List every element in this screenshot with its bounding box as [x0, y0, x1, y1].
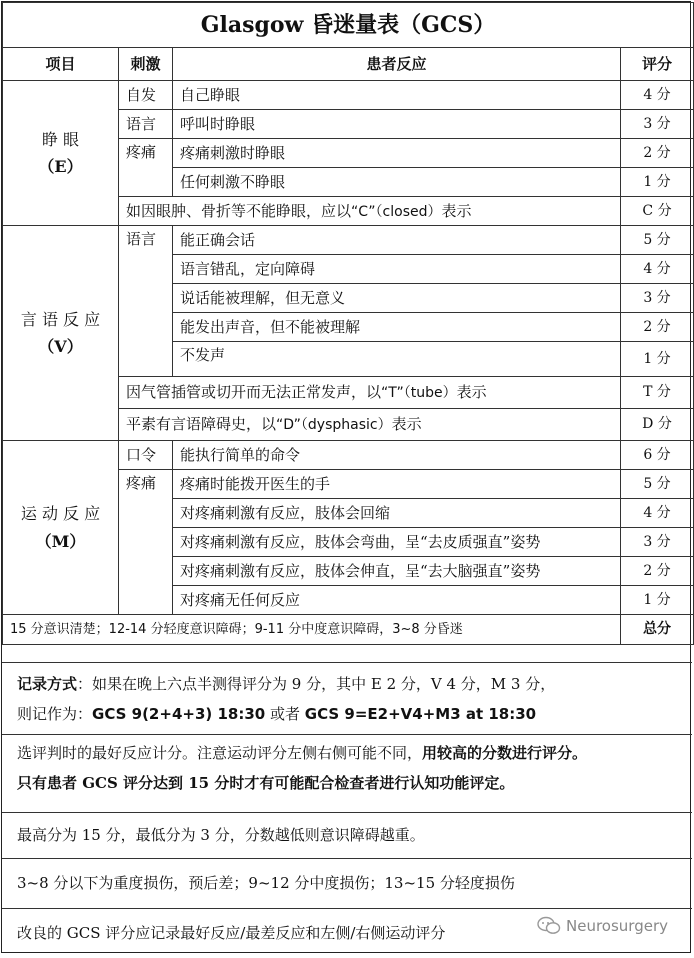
- summary-scale: 15 分意识清楚；12-14 分轻度意识障碍；9-11 分中度意识障碍，3~8 分昏迷: [3, 615, 621, 645]
- verbal-response-5: 不发声: [173, 342, 621, 377]
- header-response: 患者反应: [173, 48, 621, 81]
- motor-stimulus-1: 口令: [119, 441, 173, 470]
- eye-stimulus-3: 疼痛: [119, 139, 173, 197]
- wechat-icon: [537, 916, 561, 936]
- verbal-response-1: 能正确会话: [173, 226, 621, 255]
- record-method: [2, 662, 692, 734]
- motor-score-3: 4 分: [621, 499, 694, 528]
- motor-response-4: 对疼痛刺激有反应，肢体会弯曲，呈“去皮质强直”姿势: [173, 528, 621, 557]
- verbal-note-dysphasic: 平素有言语障碍史，以“D”（dysphasic）表示: [119, 409, 621, 441]
- motor-score-2: 5 分: [621, 470, 694, 499]
- verbal-score-1: 5 分: [621, 226, 694, 255]
- eye-note: 如因眼肿、骨折等不能睁眼，应以“C”（closed）表示: [119, 197, 621, 226]
- verbal-note-tube: 因气管插管或切开而无法正常发声，以“T”（tube）表示: [119, 377, 621, 409]
- motor-score-1: 6 分: [621, 441, 694, 470]
- verbal-response-4: 能发出声音，但不能被理解: [173, 313, 621, 342]
- eye-category: [3, 81, 119, 226]
- record-line-1: 记录方式：如果在晚上六点半测得评分为 9 分，其中 E 2 分，V 4 分，M 3 分，: [17, 675, 556, 693]
- watermark: [537, 916, 668, 936]
- verbal-score-3: 3 分: [621, 284, 694, 313]
- watermark-text: Neurosurgery: [566, 917, 668, 935]
- eye-label: 睁 眼: [41, 129, 80, 149]
- severity-note: 3~8 分以下为重度损伤，预后差；9~12 分中度损伤；13~15 分轻度损伤: [2, 858, 692, 908]
- header-item: 项目: [3, 48, 119, 81]
- best-line-2: 只有患者 GCS 评分达到 15 分时才有可能配合检查者进行认知功能评定。: [17, 774, 515, 792]
- motor-score-6: 1 分: [621, 586, 694, 615]
- eye-score-1: 4 分: [621, 81, 694, 110]
- verbal-note-dysphasic-score: D 分: [621, 409, 694, 441]
- motor-response-6: 对疼痛无任何反应: [173, 586, 621, 615]
- verbal-stimulus: 语言: [119, 226, 173, 377]
- eye-response-4: 任何刺激不睁眼: [173, 168, 621, 197]
- total-score-label: 总分: [621, 615, 694, 645]
- verbal-category: [3, 226, 119, 441]
- verbal-response-3: 说话能被理解，但无意义: [173, 284, 621, 313]
- eye-score-4: 1 分: [621, 168, 694, 197]
- record-line-2: 则记作为：GCS 9(2+4+3) 18:30 或者 GCS 9=E2+V4+M3 at 18:30: [17, 705, 537, 723]
- verbal-score-2: 4 分: [621, 255, 694, 284]
- best-response-note: [2, 734, 692, 812]
- verbal-response-2: 语言错乱，定向障碍: [173, 255, 621, 284]
- eye-response-1: 自己睁眼: [173, 81, 621, 110]
- motor-response-5: 对疼痛刺激有反应，肢体会伸直，呈“去大脑强直”姿势: [173, 557, 621, 586]
- record-label: 记录方式: [17, 675, 78, 693]
- improved-gcs-note: 改良的 GCS 评分应记录最好反应/最差反应和左侧/右侧运动评分: [2, 908, 692, 958]
- notes-section: [2, 662, 692, 958]
- eye-stimulus-2: 语言: [119, 110, 173, 139]
- range-note: 最高分为 15 分，最低分为 3 分，分数越低则意识障碍越重。: [2, 812, 692, 858]
- eye-code: （E）: [38, 157, 83, 176]
- verbal-label: 言 语 反 应: [20, 309, 101, 329]
- eye-score-2: 3 分: [621, 110, 694, 139]
- motor-response-2: 疼痛时能拨开医生的手: [173, 470, 621, 499]
- eye-response-2: 呼叫时睁眼: [173, 110, 621, 139]
- motor-label: 运 动 反 应: [20, 504, 101, 524]
- verbal-score-5: 1 分: [621, 342, 694, 377]
- motor-category: [3, 441, 119, 615]
- motor-score-4: 3 分: [621, 528, 694, 557]
- eye-note-score: C 分: [621, 197, 694, 226]
- motor-code: （M）: [35, 531, 86, 551]
- verbal-note-tube-score: T 分: [621, 377, 694, 409]
- motor-stimulus-2: 疼痛: [119, 470, 173, 615]
- header-stimulus: 刺激: [119, 48, 173, 81]
- verbal-code: （V）: [38, 337, 83, 356]
- gcs-sheet: [1, 1, 691, 953]
- eye-stimulus-1: 自发: [119, 81, 173, 110]
- motor-response-3: 对疼痛刺激有反应，肢体会回缩: [173, 499, 621, 528]
- verbal-score-4: 2 分: [621, 313, 694, 342]
- best-line-1: 选评判时的最好反应计分。注意运动评分左侧右侧可能不同，用较高的分数进行评分。: [17, 744, 588, 762]
- header-score: 评分: [621, 48, 694, 81]
- motor-response-1: 能执行简单的命令: [173, 441, 621, 470]
- page-title: Glasgow 昏迷量表（GCS）: [3, 3, 694, 48]
- motor-score-5: 2 分: [621, 557, 694, 586]
- gcs-table: [2, 2, 694, 645]
- eye-score-3: 2 分: [621, 139, 694, 168]
- eye-response-3: 疼痛刺激时睁眼: [173, 139, 621, 168]
